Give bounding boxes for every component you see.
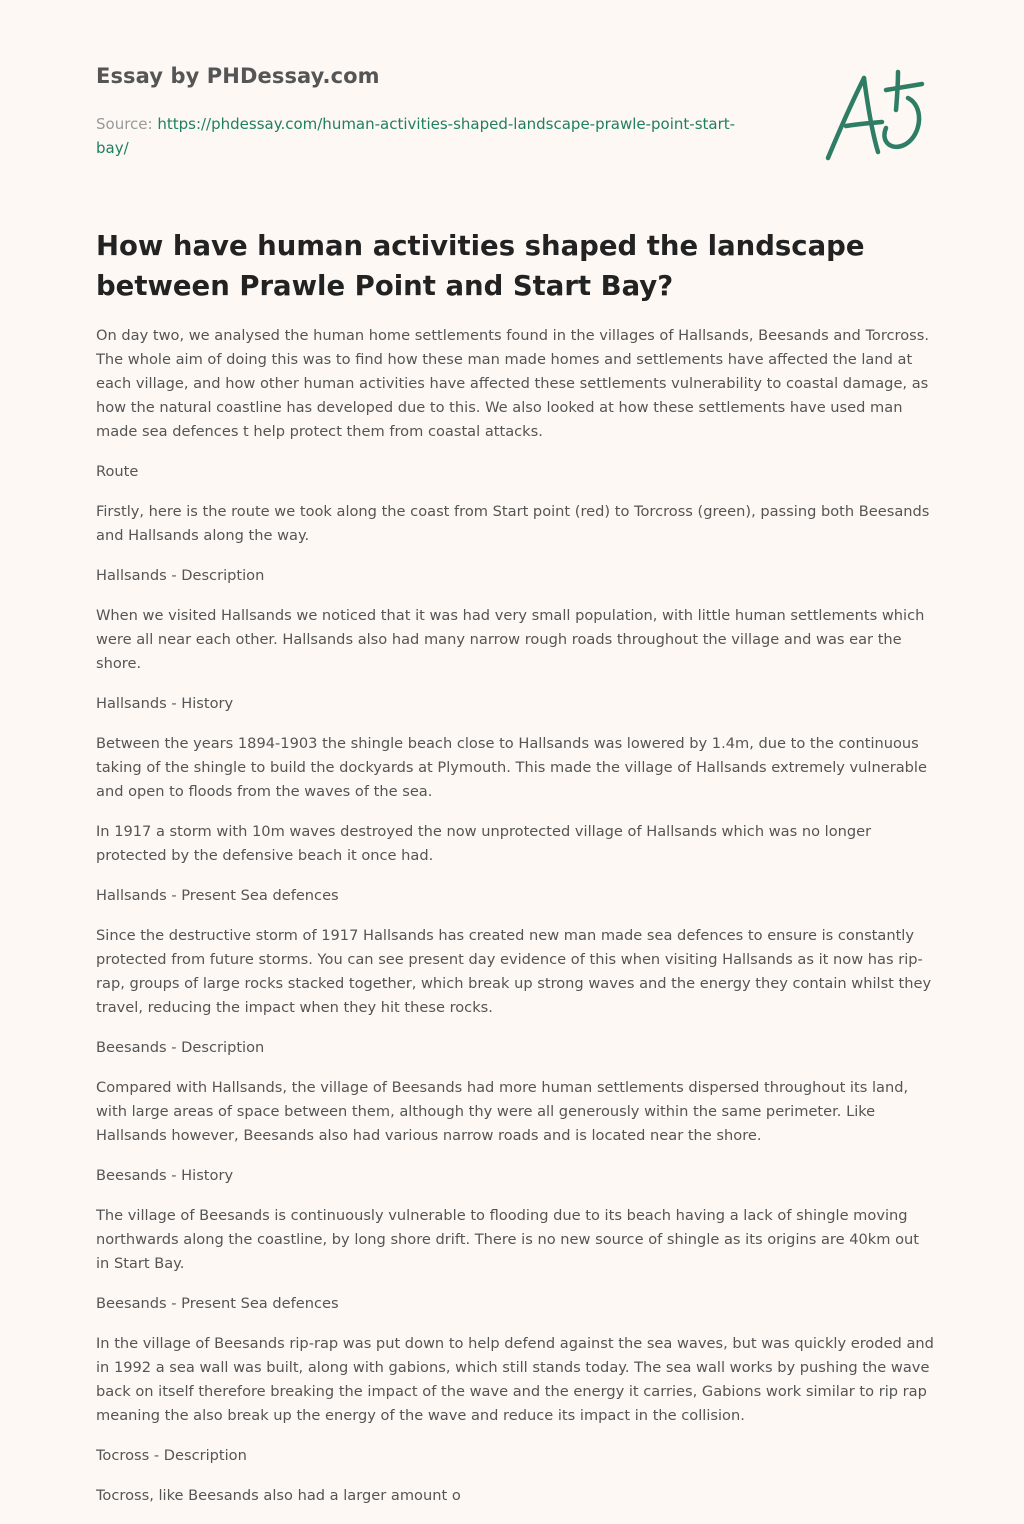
section-heading: Beesands - Present Sea defences [96,1295,339,1312]
paragraph: Firstly, here is the route we took along the coast from Start point (red) to Torcross (green), passing both Beesands and Hallsands along the way. [96,503,930,544]
essay-body [96,324,936,1524]
source-url-line2: bay/ [96,139,129,157]
paragraph: Tocross, like Beesands also had a larger amount o [96,1487,461,1504]
paragraph: The village of Beesands is continuously vulnerable to flooding due to its beach having a lack of shingle moving northwards along the coastline, by long shore drift. There is no new source of shingle as its origins are 40km out in Start Bay. [96,1207,919,1272]
paragraph: In 1917 a storm with 10m waves destroyed the now unprotected village of Hallsands which was no longer protected by the defensive beach it once had. [96,823,872,864]
paragraph: On day two, we analysed the human home settlements found in the villages of Hallsands, Beesands and Torcross. The whole aim of doing this was to find how these man made homes and settlements have affected the land at each village, and how other human activities have affected these settlements vulnerability to coastal damage, as how the natural coastline has developed due to this. We also looked at how these settlements have used man made sea defences t help protect them from coastal attacks. [96,327,929,440]
source-label: Source: [96,115,158,133]
source-url-line1: https://phdessay.com/human-activities-shaped-landscape-prawle-point-start- [157,115,736,133]
section-heading: Beesands - Description [96,1039,265,1056]
essay-title: How have human activities shaped the landscape between Prawle Point and Start Bay? [96,230,865,302]
section-heading: Hallsands - History [96,695,234,712]
paragraph: When we visited Hallsands we noticed that it was had very small population, with little human settlements which were all near each other. Hallsands also had many narrow rough roads throughout the village and was ear the shore. [96,607,925,672]
section-heading: Beesands - History [96,1167,234,1184]
paragraph: In the village of Beesands rip-rap was put down to help defend against the sea waves, but was quickly eroded and in 1992 a sea wall was built, along with gabions, which still stands today. The sea wall works by pushing the wave back on itself therefore breaking the impact of the wave and the energy it carries, Gabions work similar to rip rap meaning the also break up the energy of the wave and reduce its impact in the collision. [96,1335,934,1424]
source-line [96,112,756,160]
section-heading: Hallsands - Description [96,567,265,584]
site-title: Essay by PHDessay.com [96,64,380,88]
paragraph: Since the destructive storm of 1917 Hallsands has created new man made sea defences to ensure is constantly protected from future storms. You can see present day evidence of this when visiting Hallsands as it now has rip-rap, groups of large rocks stacked together, which break up strong waves and the energy they contain whilst they travel, reducing the impact when they hit these rocks. [96,927,932,1016]
section-heading: Route [96,463,139,480]
section-heading: Hallsands - Present Sea defences [96,887,339,904]
paragraph: Between the years 1894-1903 the shingle beach close to Hallsands was lowered by 1.4m, due to the continuous taking of the shingle to build the dockyards at Plymouth. This made the village of Hallsands extremely vulnerable and open to floods from the waves of the sea. [96,735,927,800]
a-plus-logo-icon [822,68,926,164]
section-heading: Tocross - Description [96,1447,247,1464]
paragraph: Compared with Hallsands, the village of Beesands had more human settlements dispersed throughout its land, with large areas of space between them, although thy were all generously within the same perimeter. Like Hallsands however, Beesands also had various narrow roads and is located near the shore. [96,1079,909,1144]
source-link[interactable] [96,115,735,157]
